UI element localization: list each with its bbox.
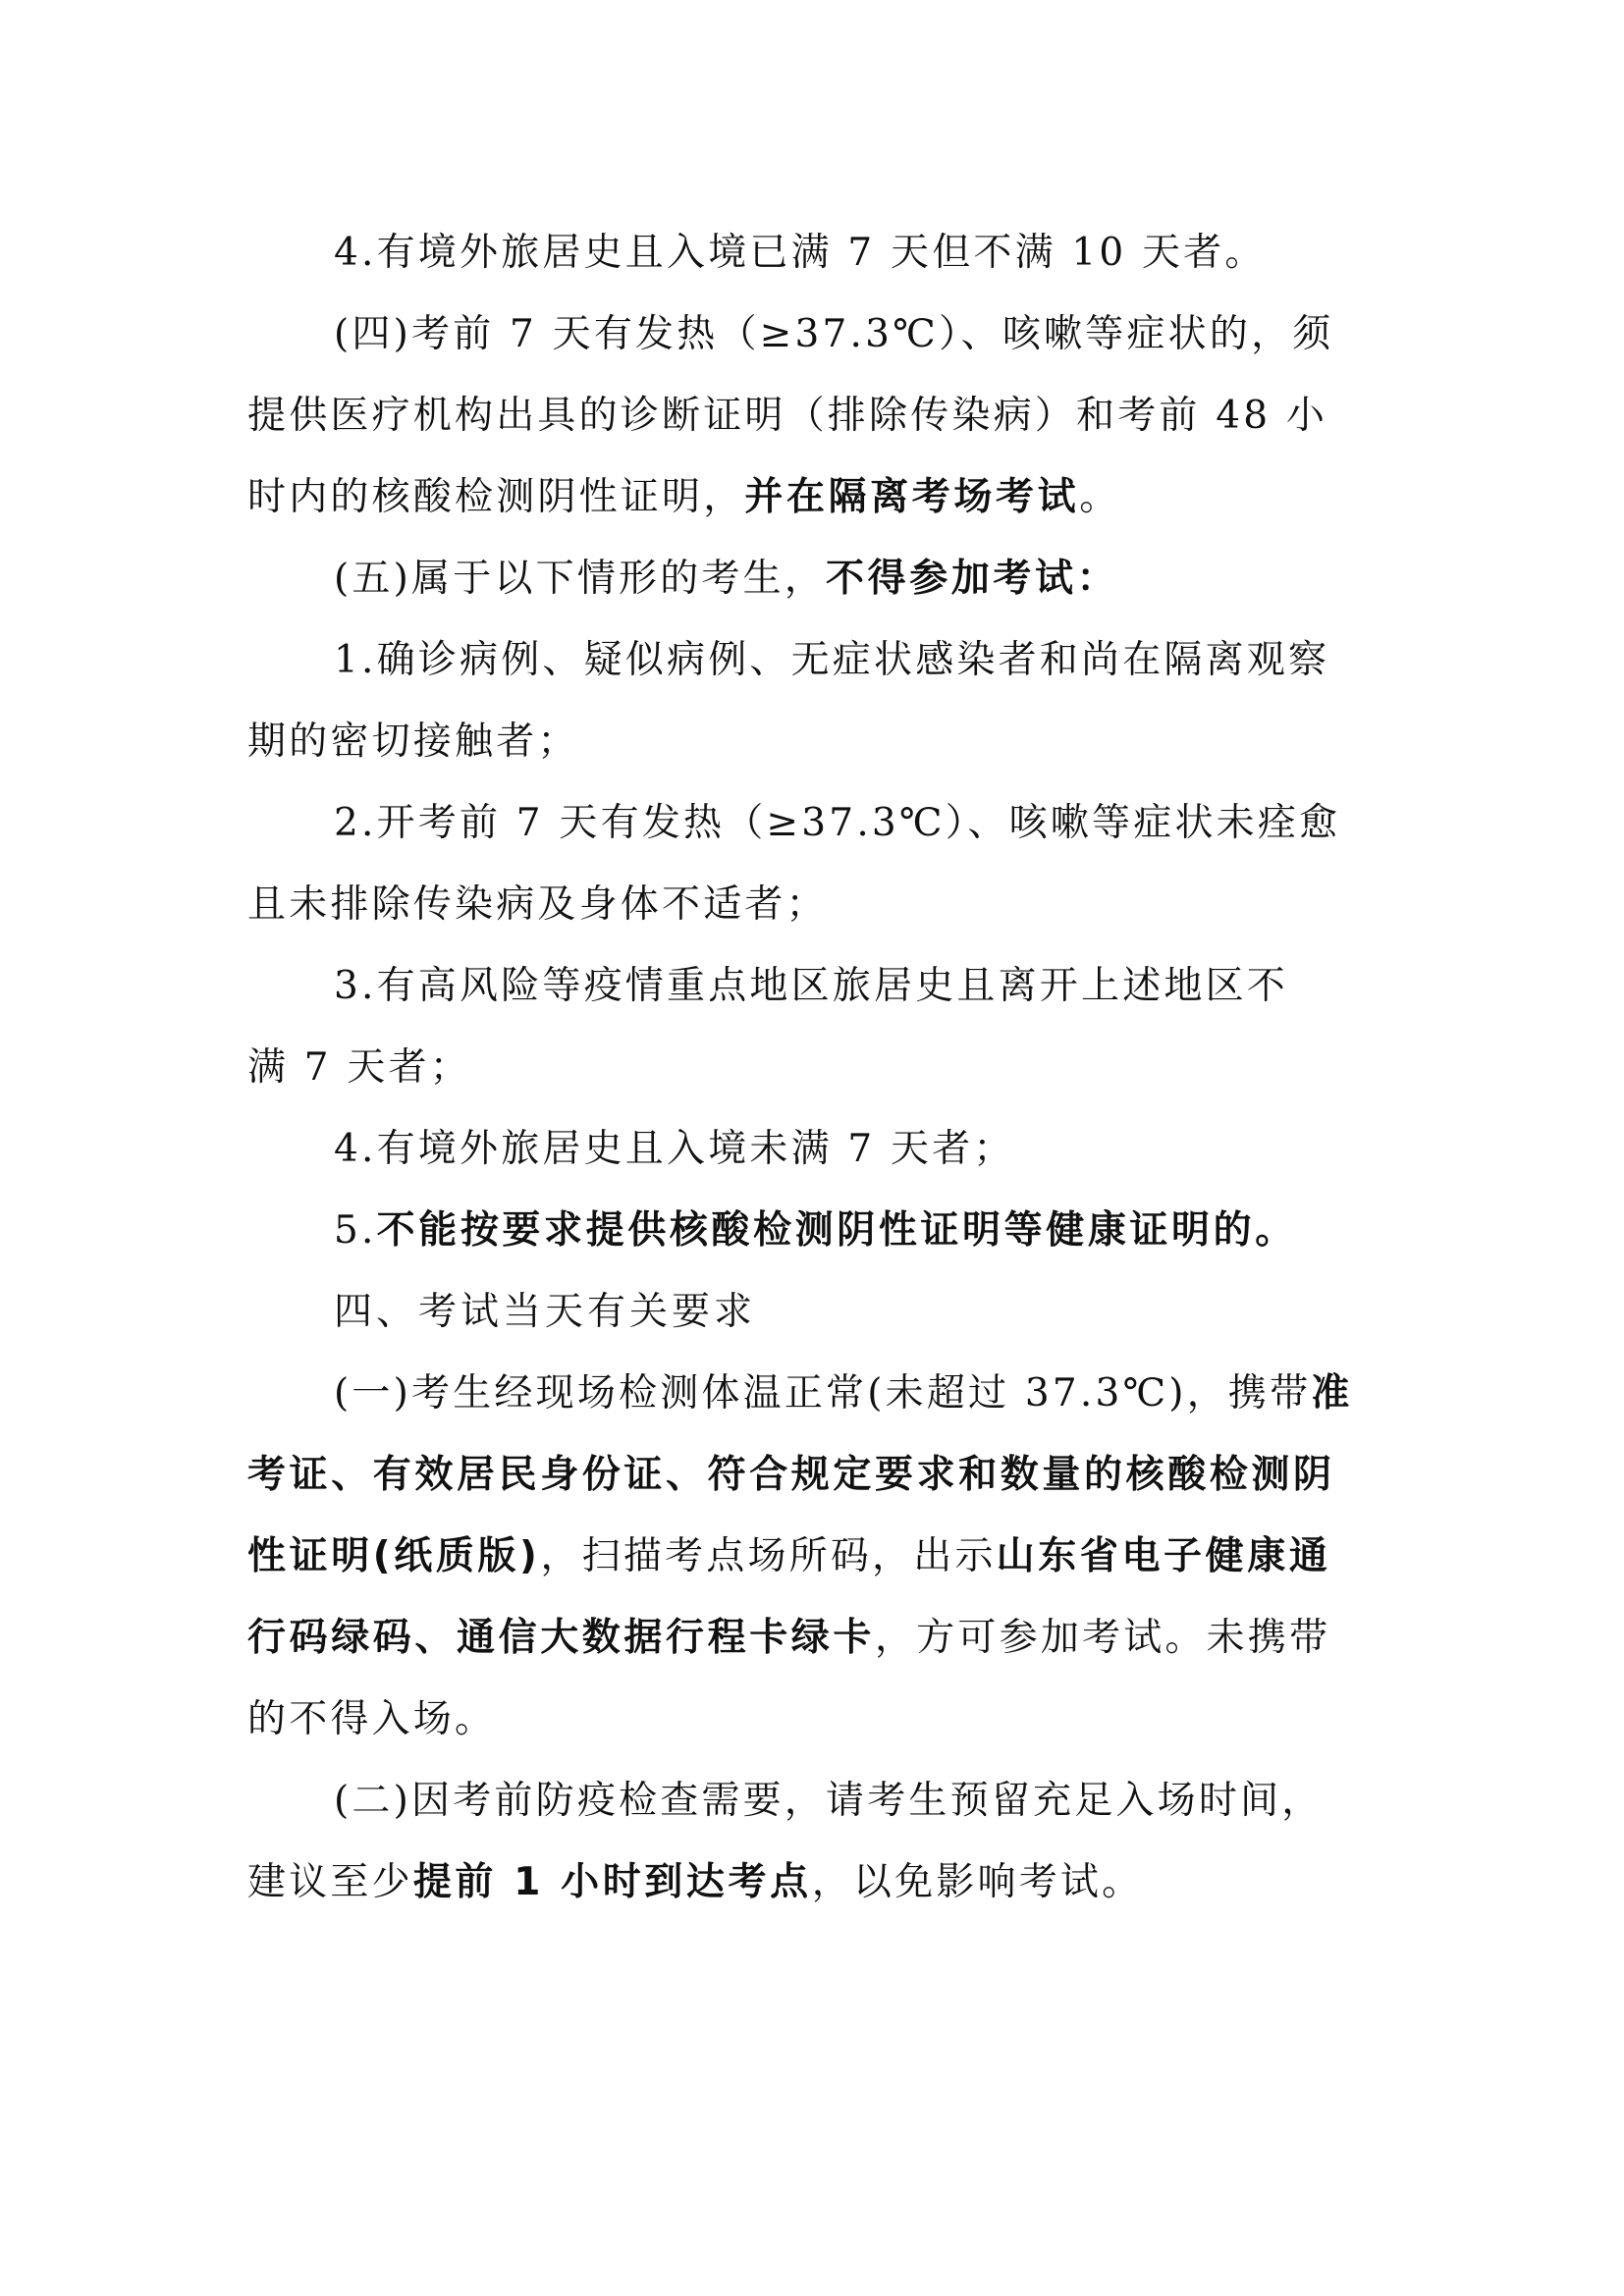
text-line-17: [247, 1531, 1386, 1582]
heading-text: 四、考试当天有关要求: [334, 1290, 757, 1334]
text-line-2: [334, 309, 1386, 360]
text-segment: ，扫描考点场所码，出示: [540, 1534, 997, 1578]
text-line-6: [334, 635, 1386, 686]
section-heading: [334, 1287, 1386, 1338]
bold-text-segment: 不能按要求提供核酸检测阴性证明等健康证明的。: [376, 1208, 1297, 1253]
text-segment: ，方可参加考试。未携带: [875, 1616, 1331, 1660]
text-line-1: [334, 228, 1386, 279]
text-segment: 的不得入场。: [247, 1697, 497, 1741]
bold-text-segment: 提前 1 小时到达考点: [412, 1860, 812, 1904]
text-line-11: [247, 1042, 1386, 1094]
text-line-15: [334, 1368, 1386, 1419]
bold-text-segment: 并在隔离考场考试: [744, 475, 1080, 519]
text-segment: 时内的核酸检测阴性证明，: [247, 475, 745, 519]
bold-text-segment: 考证、有效居民身份证、符合规定要求和数量的核酸检测阴: [247, 1453, 1335, 1497]
text-segment: 建议至少: [247, 1860, 413, 1904]
text-segment: (一)考生经现场检测体温正常(未超过 37.3℃)，携带: [334, 1371, 1312, 1415]
text-segment: 期的密切接触者；: [247, 720, 579, 764]
text-line-3: [247, 391, 1386, 442]
text-segment: 4.有境外旅居史且入境已满 7 天但不满 10 天者。: [334, 231, 1267, 275]
text-segment: (二)因考前防疫检查需要，请考生预留充足入场时间，: [334, 1779, 1324, 1823]
text-segment: (四)考前 7 天有发热（≥37.3℃）、咳嗽等症状的，须: [334, 312, 1334, 356]
text-segment: 5.: [334, 1208, 377, 1253]
text-segment: 满 7 天者；: [247, 1045, 472, 1090]
text-line-20: [334, 1776, 1386, 1827]
text-line-16: [247, 1450, 1386, 1501]
text-line-8: [334, 798, 1386, 849]
bold-text-segment: 行码绿码、通信大数据行程卡绿卡: [247, 1616, 876, 1660]
text-line-21: [247, 1857, 1386, 1908]
text-segment: (五)属于以下情形的考生，: [334, 557, 827, 601]
text-line-19: [247, 1694, 1386, 1745]
text-line-4: [247, 472, 1386, 523]
text-line-18: [247, 1613, 1386, 1664]
text-segment: 1.确诊病例、疑似病例、无症状感染者和尚在隔离观察: [334, 638, 1330, 682]
text-segment: 。: [1079, 475, 1121, 519]
bold-text-segment: 山东省电子健康通: [996, 1534, 1331, 1578]
text-segment: 2.开考前 7 天有发热（≥37.3℃）、咳嗽等症状未痊愈: [334, 801, 1341, 845]
bold-text-segment: 性证明(纸质版): [247, 1534, 541, 1578]
bold-text-segment: 准: [1311, 1371, 1353, 1415]
text-line-10: [334, 961, 1386, 1012]
text-segment: 3.有高风险等疫情重点地区旅居史且离开上述地区不: [334, 964, 1289, 1008]
text-line-13: [334, 1205, 1386, 1256]
text-segment: 提供医疗机构出具的诊断证明（排除传染病）和考前 48 小: [247, 394, 1328, 438]
text-line-9: [247, 880, 1386, 931]
text-segment: ，以免影响考试。: [811, 1860, 1144, 1904]
text-line-12: [334, 1124, 1386, 1175]
text-segment: 且未排除传染病及身体不适者；: [247, 882, 828, 927]
text-segment: 4.有境外旅居史且入境未满 7 天者；: [334, 1127, 1015, 1171]
bold-text-segment: 不得参加考试：: [826, 557, 1119, 601]
text-line-5: [334, 554, 1386, 605]
text-line-7: [247, 717, 1386, 768]
